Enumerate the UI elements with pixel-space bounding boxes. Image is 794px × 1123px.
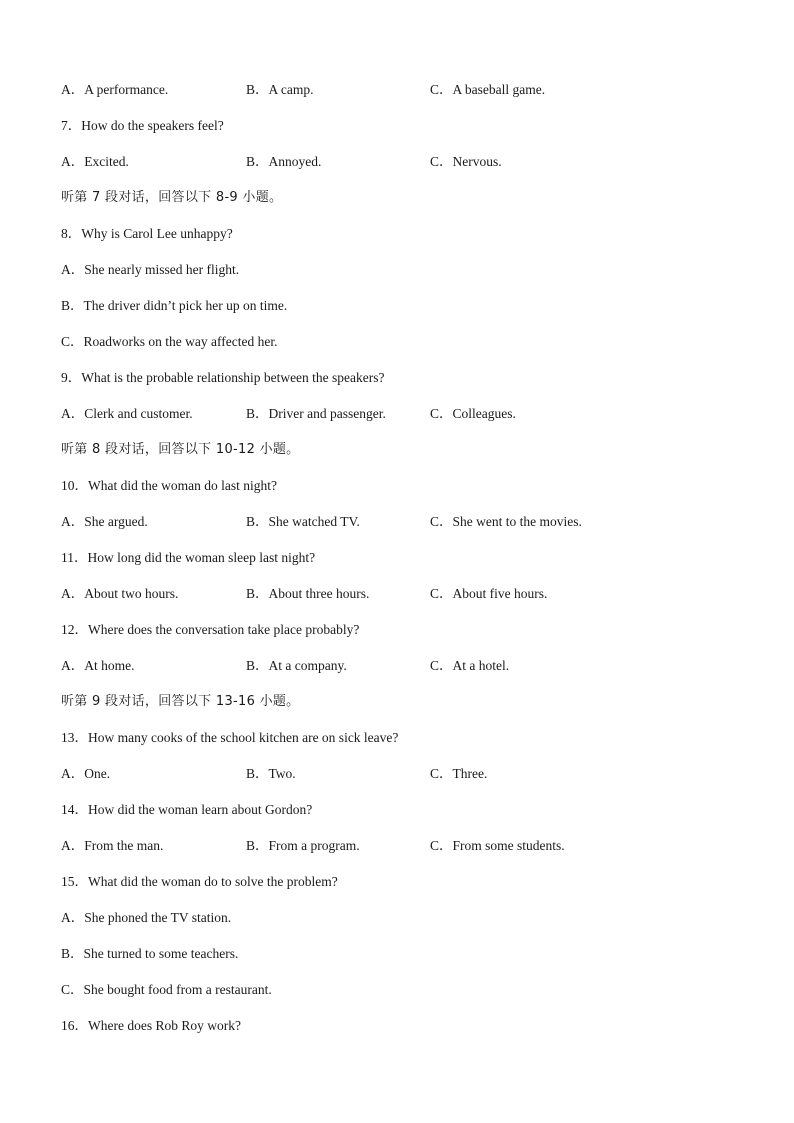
option-a: A．Clerk and customer. (61, 406, 193, 421)
option-b: B．Driver and passenger. (246, 406, 386, 421)
section-heading: 听第 7 段对话，回答以下 8-9 小题。 (61, 190, 283, 205)
option-a: A．About two hours. (61, 586, 179, 601)
section-heading: 听第 9 段对话，回答以下 13-16 小题。 (61, 694, 300, 709)
question-16: 16．Where does Rob Roy work? (61, 1018, 241, 1033)
options-row (61, 150, 741, 186)
option-a: A．She phoned the TV station. (61, 910, 232, 925)
option-b: B．From a program. (246, 838, 360, 853)
question-15: 15．What did the woman do to solve the problem? (61, 874, 338, 889)
option-b: B．Two. (246, 766, 296, 781)
question-13: 13．How many cooks of the school kitchen are on sick leave? (61, 730, 399, 745)
option-c: C．Three. (430, 766, 488, 781)
question-8: 8．Why is Carol Lee unhappy? (61, 226, 233, 241)
option-c: C．She went to the movies. (430, 514, 582, 529)
options-row (61, 78, 741, 114)
question-10: 10．What did the woman do last night? (61, 478, 277, 493)
question-14: 14．How did the woman learn about Gordon? (61, 802, 313, 817)
options-row (61, 582, 741, 618)
question-9: 9．What is the probable relationship between the speakers? (61, 370, 385, 385)
option-b: B．Annoyed. (246, 154, 322, 169)
section-heading: 听第 8 段对话，回答以下 10-12 小题。 (61, 442, 300, 457)
option-a: A．She argued. (61, 514, 148, 529)
option-c: C．About five hours. (430, 586, 548, 601)
option-c: C．From some students. (430, 838, 565, 853)
option-b: B．She turned to some teachers. (61, 946, 239, 961)
option-a: A．From the man. (61, 838, 164, 853)
option-a: A．She nearly missed her flight. (61, 262, 240, 277)
option-c: C．She bought food from a restaurant. (61, 982, 272, 997)
question-7: 7．How do the speakers feel? (61, 118, 224, 133)
option-a: A．A performance. (61, 82, 169, 97)
options-row (61, 654, 741, 690)
option-a: A．At home. (61, 658, 135, 673)
options-row (61, 510, 741, 546)
option-b: B．She watched TV. (246, 514, 360, 529)
option-b: B．About three hours. (246, 586, 370, 601)
option-c: C．Roadworks on the way affected her. (61, 334, 278, 349)
option-a: A．One. (61, 766, 111, 781)
option-b: B．At a company. (246, 658, 347, 673)
option-c: C．A baseball game. (430, 82, 546, 97)
option-c: C．Nervous. (430, 154, 502, 169)
options-row (61, 834, 741, 870)
question-12: 12．Where does the conversation take place probably? (61, 622, 360, 637)
option-c: C．Colleagues. (430, 406, 516, 421)
option-b: B．A camp. (246, 82, 314, 97)
options-row (61, 402, 741, 438)
option-a: A．Excited. (61, 154, 129, 169)
question-11: 11．How long did the woman sleep last night? (61, 550, 316, 565)
options-row (61, 762, 741, 798)
question-page (61, 78, 741, 1050)
option-c: C．At a hotel. (430, 658, 510, 673)
option-b: B．The driver didn’t pick her up on time. (61, 298, 288, 313)
